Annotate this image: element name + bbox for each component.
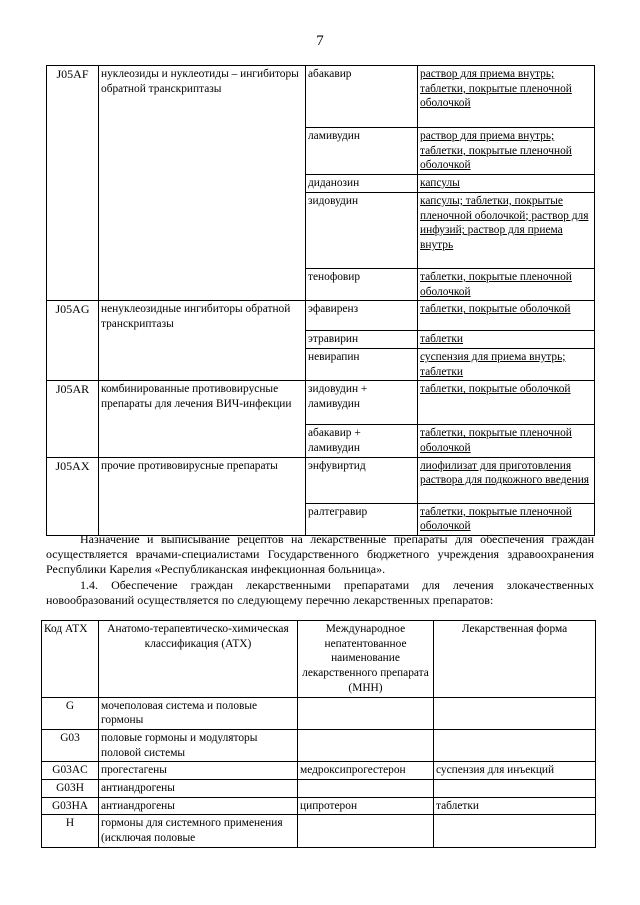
drug-form [434,780,596,798]
atc-class-name: мочеполовая система и половые гормоны [99,697,298,729]
drug-name: этравирин [306,331,418,349]
antiviral-drugs-table [46,65,595,536]
drug-name: тенофовир [306,268,418,300]
drug-form: таблетки, покрытые пленочной оболочкой [418,503,595,535]
atc-class-name: нуклеозиды и нуклеотиды – ингибиторы обратной транскриптазы [99,66,306,301]
paragraph-oncology: 1.4. Обеспечение граждан лекарственными препаратами для лечения злокачественных новообразований осуществляется по следующему перечню лекарственных препаратов: [46,578,594,608]
atc-class-name: антиандрогены [99,780,298,798]
drug-form: таблетки, покрытые оболочкой [418,301,595,331]
drug-name: абакавир + ламивудин [306,425,418,457]
drug-name: ралтегравир [306,503,418,535]
inn: медроксипрогестерон [298,762,434,780]
oncology-drugs-table [41,620,596,848]
inn [298,780,434,798]
drug-name: зидовудин + ламивудин [306,381,418,425]
drug-form: таблетки, покрытые оболочкой [418,381,595,425]
inn [298,729,434,761]
drug-form: капсулы [418,175,595,193]
atc-code: J05AG [47,301,99,381]
inn: ципротерон [298,797,434,815]
atc-code: G03HA [42,797,99,815]
atc-class-name: прочие противовирусные препараты [99,457,306,535]
drug-name: эфавиренз [306,301,418,331]
drug-name: невирапин [306,348,418,380]
atc-code: H [42,815,99,847]
drug-name: энфувиртид [306,457,418,503]
drug-form: суспензия для приема внутрь; таблетки [418,348,595,380]
paragraph-prescription: Назначение и выписывание рецептов на лекарственные препараты для обеспечения граждан осуществляется врачами-специалистами Государственного бюджетного учреждения здравоохранения Республики Карелия «Республиканская инфекционная больница». [46,532,594,577]
atc-code: G03AC [42,762,99,780]
atc-class-name: ненуклеозидные ингибиторы обратной транскриптазы [99,301,306,381]
atc-code: J05AF [47,66,99,301]
drug-form: капсулы; таблетки, покрытые пленочной оболочкой; раствор для инфузий; раствор для приема внутрь [418,192,595,268]
atc-code: G03 [42,729,99,761]
atc-code: J05AR [47,381,99,457]
drug-form: суспензия для инъекций [434,762,596,780]
atc-class-name: гормоны для системного применения (исключая половые [99,815,298,847]
header-form: Лекарственная форма [434,621,596,698]
atc-class-name: прогестагены [99,762,298,780]
drug-form: раствор для приема внутрь; таблетки, покрытые пленочной оболочкой [418,128,595,175]
atc-class-name: комбинированные противовирусные препараты для лечения ВИЧ-инфекции [99,381,306,457]
drug-name: абакавир [306,66,418,128]
drug-name: зидовудин [306,192,418,268]
atc-class-name: антиандрогены [99,797,298,815]
drug-form [434,697,596,729]
inn [298,697,434,729]
drug-form: таблетки, покрытые пленочной оболочкой [418,268,595,300]
drug-form: раствор для приема внутрь; таблетки, покрытые пленочной оболочкой [418,66,595,128]
drug-form: таблетки [418,331,595,349]
drug-name: диданозин [306,175,418,193]
atc-code: G03H [42,780,99,798]
drug-name: ламивудин [306,128,418,175]
drug-form: таблетки, покрытые пленочной оболочкой [418,425,595,457]
atc-code: J05AX [47,457,99,535]
header-inn: Международное непатентованное наименование лекарственного препарата (МНН) [298,621,434,698]
drug-form [434,729,596,761]
header-code: Код АТХ [42,621,99,698]
header-atc-class: Анатомо-терапевтическо-химическая классификация (АТХ) [99,621,298,698]
drug-form: таблетки [434,797,596,815]
page-number: 7 [316,33,324,49]
inn [298,815,434,847]
drug-form [434,815,596,847]
drug-form: лиофилизат для приготовления раствора для подкожного введения [418,457,595,503]
atc-code: G [42,697,99,729]
atc-class-name: половые гормоны и модуляторы половой системы [99,729,298,761]
